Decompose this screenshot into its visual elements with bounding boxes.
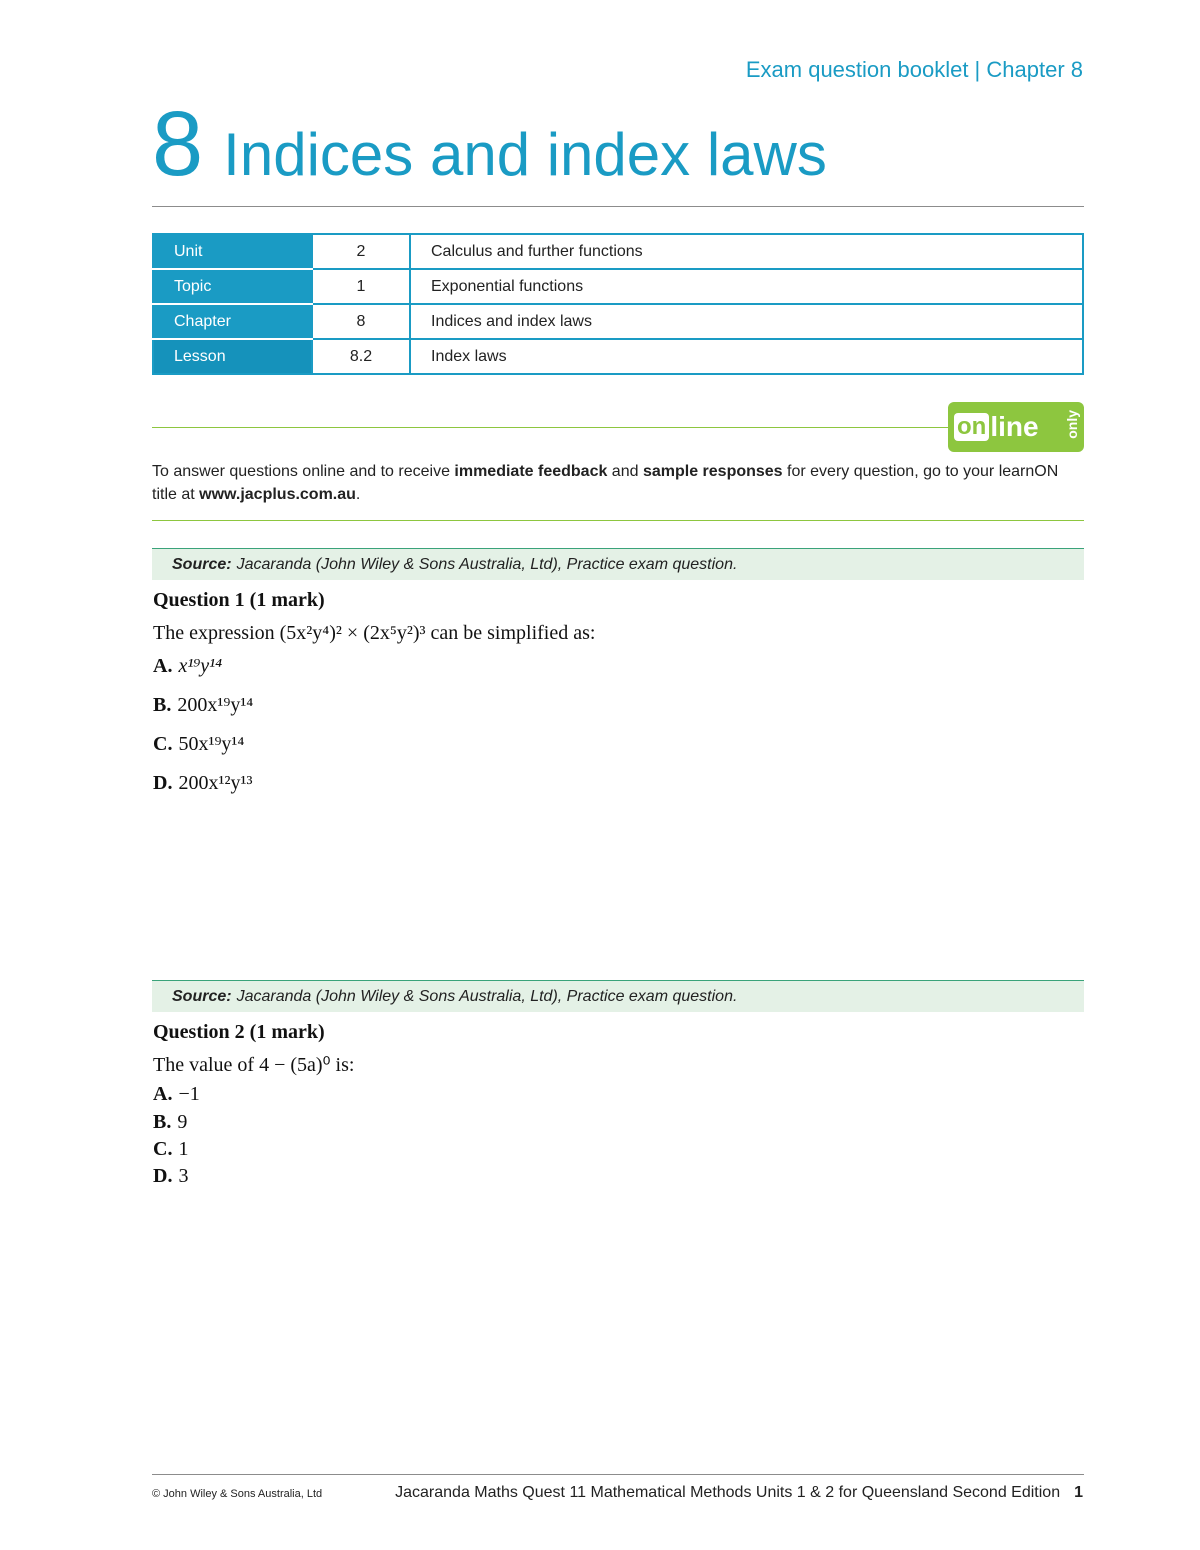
row-key: Topic [153, 269, 312, 304]
answer-option[interactable] [153, 1138, 188, 1161]
intro-emphasis: immediate feedback [454, 463, 608, 480]
chapter-name: Indices and index laws [223, 121, 827, 188]
option-text: 9 [177, 1111, 188, 1133]
row-key: Lesson [153, 339, 312, 374]
answer-option[interactable] [153, 694, 253, 717]
badge-only-text: only [1064, 410, 1080, 439]
source-label: Source: [172, 987, 232, 1005]
jacplus-link[interactable]: www.jacplus.com.au [199, 486, 356, 503]
option-text: 50x¹⁹y¹⁴ [178, 733, 245, 755]
option-letter: A. [153, 655, 173, 677]
table-row [153, 339, 1083, 374]
footer-divider [152, 1474, 1084, 1475]
question-stem: The expression (5x²y⁴)² × (2x⁵y²)³ can be simplified as: [153, 622, 596, 644]
online-divider [152, 427, 952, 428]
answer-option[interactable] [153, 733, 244, 756]
table-row [153, 234, 1083, 269]
chapter-info-table [152, 233, 1084, 375]
intro-text: To answer questions online and to receive [152, 463, 455, 480]
source-label: Source: [172, 555, 232, 573]
badge-on-text: on [954, 413, 989, 441]
option-letter: A. [153, 1083, 173, 1105]
row-number: 8.2 [312, 339, 410, 374]
option-letter: C. [153, 1138, 173, 1160]
question-title: Question 2 (1 mark) [153, 1021, 325, 1043]
table-row [153, 269, 1083, 304]
option-letter: C. [153, 733, 173, 755]
question-source [152, 548, 1084, 580]
intro-text: for every question, go to your learnON title at [152, 463, 1059, 503]
row-number: 2 [312, 234, 410, 269]
question-source [152, 980, 1084, 1012]
option-letter: D. [153, 772, 173, 794]
row-value: Exponential functions [410, 269, 1083, 304]
row-value: Calculus and further functions [410, 234, 1083, 269]
answer-option[interactable] [153, 655, 222, 678]
intro-text: and [607, 463, 643, 480]
question-stem: The value of 4 − (5a)⁰ is: [153, 1054, 355, 1076]
option-letter: B. [153, 1111, 172, 1133]
intro-text: . [355, 486, 361, 503]
chapter-title [152, 93, 827, 195]
answer-option[interactable] [153, 1083, 200, 1106]
row-value: Indices and index laws [410, 304, 1083, 339]
chapter-number: 8 [152, 93, 202, 195]
question-title: Question 1 (1 mark) [153, 589, 325, 611]
option-text: x¹⁹y¹⁴ [178, 655, 223, 677]
booklet-header: Exam question booklet | Chapter 8 [745, 57, 1083, 82]
answer-option[interactable] [153, 1165, 188, 1188]
answer-option[interactable] [153, 772, 252, 795]
option-text: 200x¹⁹y¹⁴ [177, 694, 254, 716]
footer-book-info [395, 1484, 1083, 1502]
badge-line-text: line [990, 411, 1039, 442]
option-text: 1 [178, 1138, 189, 1160]
page-number: 1 [1074, 1484, 1083, 1501]
table-row [153, 304, 1083, 339]
source-text: Jacaranda (John Wiley & Sons Australia, Ltd), Practice exam question. [236, 987, 738, 1005]
row-key: Unit [153, 234, 312, 269]
option-text: 3 [178, 1165, 189, 1187]
intro-divider [152, 520, 1084, 521]
option-text: 200x¹²y¹³ [178, 772, 253, 794]
online-instructions [152, 460, 1082, 506]
intro-emphasis: sample responses [642, 463, 783, 480]
row-key: Chapter [153, 304, 312, 339]
answer-option[interactable] [153, 1111, 187, 1134]
footer-book-title: Jacaranda Maths Quest 11 Mathematical Methods Units 1 & 2 for Queensland Second Edition [395, 1484, 1061, 1501]
online-only-badge [948, 402, 1084, 452]
source-text: Jacaranda (John Wiley & Sons Australia, Ltd), Practice exam question. [236, 555, 738, 573]
option-letter: D. [153, 1165, 173, 1187]
title-divider [152, 206, 1084, 207]
footer-copyright: © John Wiley & Sons Australia, Ltd [152, 1488, 323, 1500]
row-number: 8 [312, 304, 410, 339]
row-value: Index laws [410, 339, 1083, 374]
option-text: −1 [178, 1083, 200, 1105]
row-number: 1 [312, 269, 410, 304]
option-letter: B. [153, 694, 172, 716]
